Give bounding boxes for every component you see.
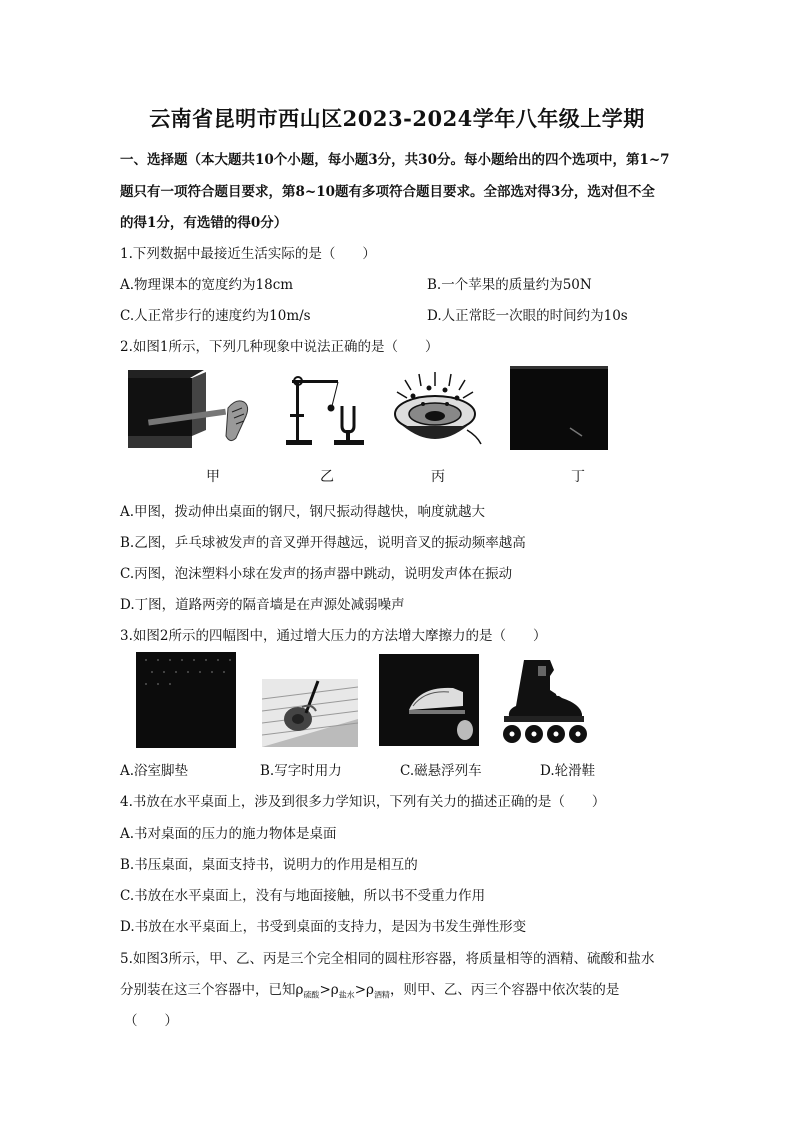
question-2-option-d: D.丁图，道路两旁的隔音墙是在声源处减弱噪声: [120, 597, 405, 613]
question-2-option-a: A.甲图，拨动伸出桌面的钢尺，钢尺振动得越快，响度就越大: [120, 504, 486, 520]
question-2-option-b: B.乙图，乒乓球被发声的音叉弹开得越远，说明音叉的振动频率越高: [120, 535, 526, 551]
figure-1-caption-bing: 丙: [431, 469, 445, 485]
question-3-option-d: D.轮滑鞋: [540, 763, 596, 779]
density-subscript-sulfuric-acid: 硫酸: [303, 990, 320, 1000]
question-3-option-c: C.磁悬浮列车: [400, 763, 482, 779]
question-3-stem: 3.如图2所示的四幅图中，通过增大压力的方法增大摩擦力的是（ ）: [120, 628, 547, 644]
question-5-line-2: [120, 978, 619, 1001]
question-5-line-1: 5.如图3所示，甲、乙、丙是三个完全相同的圆柱形容器，将质量相等的酒精、硫酸和盐水: [120, 951, 655, 967]
figure-1-caption-jia: 甲: [206, 469, 220, 485]
question-5-line-2-post: ，则甲、乙、丙三个容器中依次装的是: [389, 982, 620, 998]
figure-1-yi-tuning-fork-image: [282, 370, 374, 448]
question-4-option-d: D.书放在水平桌面上，书受到桌面的支持力，是因为书发生弹性形变: [120, 919, 527, 935]
greater-than-2: >ρ: [354, 982, 374, 998]
question-1-option-a: A.物理课本的宽度约为18cm: [120, 277, 294, 293]
question-1-option-c: C.人正常步行的速度约为10m/s: [120, 308, 311, 324]
question-3-option-a: A.浴室脚垫: [120, 763, 189, 779]
question-2-option-c: C.丙图，泡沫塑料小球在发声的扬声器中跳动，说明发声体在振动: [120, 566, 513, 582]
figure-1-caption-ding: 丁: [571, 469, 585, 485]
figure-2-maglev-train-image: [379, 654, 479, 746]
question-1-option-b: B.一个苹果的质量约为50N: [427, 277, 592, 293]
question-3-option-b: B.写字时用力: [260, 763, 342, 779]
density-subscript-salt-water: 盐水: [338, 990, 355, 1000]
figure-1-ding-sound-barrier-image: [510, 366, 608, 450]
question-4-option-a: A.书对桌面的压力的施力物体是桌面: [120, 826, 337, 842]
question-4-option-c: C.书放在水平桌面上，没有与地面接触，所以书不受重力作用: [120, 888, 486, 904]
section-instruction-line-1: 一、选择题（本大题共10个小题，每小题3分，共30分。每小题给出的四个选项中，第1~7: [120, 152, 670, 168]
page-title: 云南省昆明市西山区2023-2024学年八年级上学期: [149, 106, 645, 131]
figure-1-bing-speaker-image: [383, 370, 489, 448]
figure-2-writing-image: [262, 679, 358, 747]
question-5-line-2-pre: 分别装在这三个容器中，已知ρ: [120, 982, 304, 998]
figure-1-jia-ruler-image: [128, 370, 258, 448]
question-5-answer-blank: （ ）: [124, 1013, 178, 1029]
section-instruction-line-3: 的得1分，有选错的得0分）: [120, 215, 288, 231]
question-4-option-b: B.书压桌面，桌面支持书，说明力的作用是相互的: [120, 857, 418, 873]
question-4-stem: 4.书放在水平桌面上，涉及到很多力学知识，下列有关力的描述正确的是（ ）: [120, 794, 606, 810]
greater-than-1: >ρ: [319, 982, 339, 998]
figure-2-bath-mat-image: [136, 652, 236, 748]
question-1-stem: 1.下列数据中最接近生活实际的是（ ）: [120, 246, 376, 262]
question-1-option-d: D.人正常眨一次眼的时间约为10s: [427, 308, 628, 324]
figure-2-roller-skate-image: [498, 654, 590, 746]
question-2-stem: 2.如图1所示，下列几种现象中说法正确的是（ ）: [120, 339, 439, 355]
density-subscript-alcohol: 酒精: [373, 990, 390, 1000]
figure-1-caption-yi: 乙: [320, 469, 334, 485]
section-instruction-line-2: 题只有一项符合题目要求，第8~10题有多项符合题目要求。全部选对得3分，选对但不全: [120, 184, 655, 200]
